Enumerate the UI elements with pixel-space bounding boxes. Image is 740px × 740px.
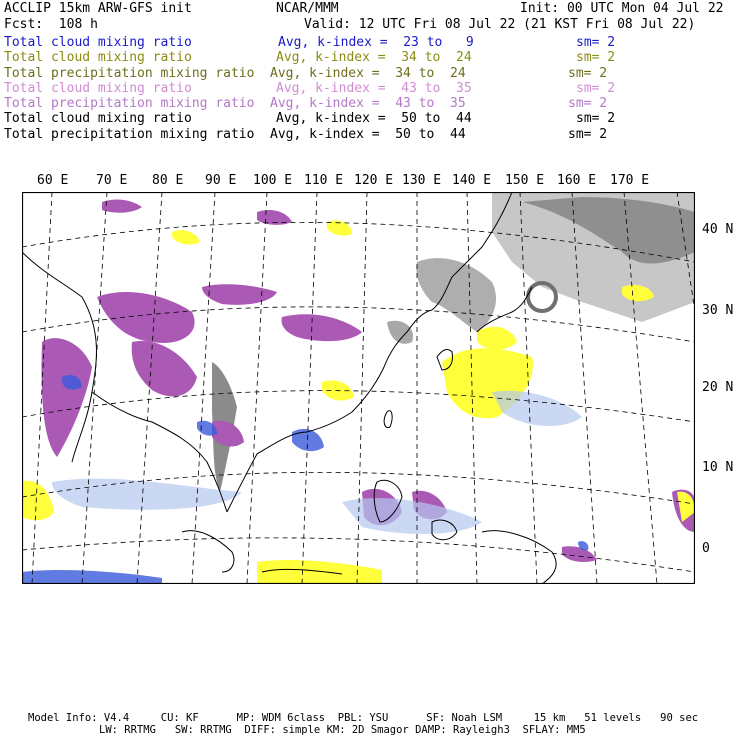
legend-sm-7: sm= 2 — [568, 127, 608, 142]
model-info-line2: LW: RRTMG SW: RRTMG DIFF: simple KM: 2D Smagor DAMP: Rayleigh3 SFLAY: MM5 — [99, 724, 586, 736]
legend-avg-5: Avg, k-index = 43 to 35 — [270, 96, 466, 111]
lat-label-30n: 30 N — [702, 303, 734, 318]
legend-avg-3: Avg, k-index = 34 to 24 — [270, 66, 466, 81]
lon-label-140e: 140 E — [452, 173, 492, 188]
model-title: ACCLIP 15km ARW-GFS init — [4, 1, 192, 16]
lon-label-160e: 160 E — [557, 173, 597, 188]
lat-label-0: 0 — [702, 541, 710, 556]
lat-label-40n: 40 N — [702, 222, 734, 237]
legend-sm-2: sm= 2 — [576, 50, 616, 65]
lon-label-130e: 130 E — [402, 173, 442, 188]
legend-name-4: Total cloud mixing ratio — [4, 81, 192, 96]
lat-label-10n: 10 N — [702, 460, 734, 475]
forecast-map — [22, 192, 695, 584]
model-info-line1: Model Info: V4.4 CU: KF MP: WDM 6class PBL: YSU SF: Noah LSM 15 km 51 levels 90 sec — [28, 712, 699, 724]
lon-label-90e: 90 E — [205, 173, 237, 188]
legend-sm-5: sm= 2 — [568, 96, 608, 111]
legend-sm-4: sm= 2 — [576, 81, 616, 96]
init-time: Init: 00 UTC Mon 04 Jul 22 — [520, 1, 724, 16]
lon-label-100e: 100 E — [253, 173, 293, 188]
legend-avg-6: Avg, k-index = 50 to 44 — [276, 111, 472, 126]
organization: NCAR/MMM — [276, 1, 339, 16]
lon-label-170e: 170 E — [610, 173, 650, 188]
legend-avg-4: Avg, k-index = 43 to 35 — [276, 81, 472, 96]
valid-time: Valid: 12 UTC Fri 08 Jul 22 (21 KST Fri 08 Jul 22) — [304, 17, 696, 32]
legend-name-3: Total precipitation mixing ratio — [4, 66, 255, 81]
forecast-hour: Fcst: 108 h — [4, 17, 98, 32]
legend-avg-1: Avg, k-index = 23 to 9 — [278, 35, 474, 50]
legend-sm-1: sm= 2 — [576, 35, 616, 50]
legend-name-5: Total precipitation mixing ratio — [4, 96, 255, 111]
legend-name-2: Total cloud mixing ratio — [4, 50, 192, 65]
legend-avg-2: Avg, k-index = 34 to 24 — [276, 50, 472, 65]
lon-label-60e: 60 E — [37, 173, 69, 188]
legend-avg-7: Avg, k-index = 50 to 44 — [270, 127, 466, 142]
lon-label-70e: 70 E — [96, 173, 128, 188]
lon-label-110e: 110 E — [304, 173, 344, 188]
lat-label-20n: 20 N — [702, 380, 734, 395]
legend-name-1: Total cloud mixing ratio — [4, 35, 192, 50]
legend-sm-3: sm= 2 — [568, 66, 608, 81]
legend-name-7: Total precipitation mixing ratio — [4, 127, 255, 142]
lon-label-150e: 150 E — [505, 173, 545, 188]
legend-sm-6: sm= 2 — [576, 111, 616, 126]
legend-name-6: Total cloud mixing ratio — [4, 111, 192, 126]
lon-label-120e: 120 E — [354, 173, 394, 188]
lon-label-80e: 80 E — [152, 173, 184, 188]
